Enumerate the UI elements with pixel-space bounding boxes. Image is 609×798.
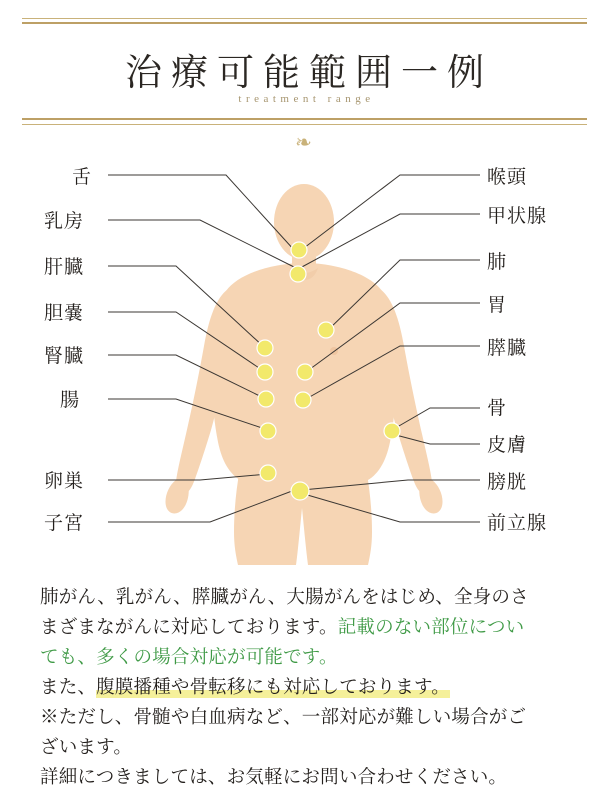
label-bladder: 膀胱 bbox=[487, 471, 528, 493]
point-gallbladder bbox=[257, 364, 273, 380]
description-line-6 bbox=[40, 733, 580, 763]
page-header bbox=[0, 0, 609, 154]
label-larynx: 喉頭 bbox=[487, 166, 528, 188]
label-kidney: 腎臓 bbox=[44, 345, 85, 367]
header-rule-bottom-thin bbox=[22, 124, 587, 125]
description-line-4 bbox=[40, 673, 580, 703]
point-tongue-larynx bbox=[291, 242, 307, 258]
header-rule-top-thick bbox=[22, 22, 587, 24]
label-prostate: 前立腺 bbox=[487, 512, 548, 534]
label-lung: 肺 bbox=[487, 251, 508, 273]
label-bone: 骨 bbox=[487, 397, 508, 419]
point-liver bbox=[257, 340, 273, 356]
label-stomach: 胃 bbox=[487, 294, 508, 316]
ornament-flourish-icon: ❧ bbox=[295, 132, 314, 154]
point-lung bbox=[318, 322, 334, 338]
point-bone-skin bbox=[384, 423, 400, 439]
label-uterus: 子宮 bbox=[44, 512, 85, 534]
description-line-1 bbox=[40, 583, 580, 613]
header-rule-bottom-thick bbox=[22, 118, 587, 120]
description-line-5-text: ※ただし、骨髄や白血病など、一部対応が難しい場合がご bbox=[40, 707, 527, 728]
point-uterus-bladder-prostate bbox=[291, 482, 309, 500]
header-rule-top-thin bbox=[22, 18, 587, 19]
description-line-7 bbox=[40, 763, 580, 793]
description-text bbox=[40, 583, 580, 793]
point-pancreas bbox=[295, 392, 311, 408]
description-line-4-highlight: 腹膜播種や骨転移にも対応しております。 bbox=[96, 677, 450, 698]
description-line-3-green: ても、多くの場合対応が可能です。 bbox=[40, 647, 338, 668]
label-intestine: 腸 bbox=[60, 389, 81, 411]
point-intestine bbox=[260, 423, 276, 439]
label-skin: 皮膚 bbox=[487, 434, 528, 456]
body-diagram bbox=[0, 150, 609, 565]
description-line-2-green: 記載のない部位につい bbox=[337, 617, 525, 638]
description-line-2-text: まざまながんに対応しております。 bbox=[40, 617, 338, 638]
description-line-4-text: また、 bbox=[40, 677, 97, 698]
label-liver: 肝臓 bbox=[44, 256, 85, 278]
description-line-7-text: 詳細につきましては、お気軽にお問い合わせください。 bbox=[40, 767, 508, 788]
label-tongue: 舌 bbox=[72, 166, 93, 188]
description-line-1-text: 肺がん、乳がん、膵臓がん、大腸がんをはじめ、全身のさ bbox=[40, 587, 529, 608]
label-pancreas: 膵臓 bbox=[487, 337, 528, 359]
description-line-6-text: ざいます。 bbox=[40, 737, 133, 758]
point-ovary bbox=[260, 465, 276, 481]
label-breast: 乳房 bbox=[44, 210, 85, 232]
point-stomach bbox=[297, 364, 313, 380]
description-line-2 bbox=[40, 613, 580, 643]
label-gallbladder: 胆嚢 bbox=[44, 302, 85, 324]
page-title: 治療可能範囲一例 bbox=[125, 51, 493, 94]
description-line-5 bbox=[40, 703, 580, 733]
description-line-3 bbox=[40, 643, 580, 673]
point-kidney bbox=[258, 391, 274, 407]
page-subtitle: treatment range bbox=[238, 93, 375, 105]
point-thyroid bbox=[290, 266, 306, 282]
label-thyroid: 甲状腺 bbox=[487, 205, 548, 227]
label-ovary: 卵巣 bbox=[44, 470, 85, 492]
